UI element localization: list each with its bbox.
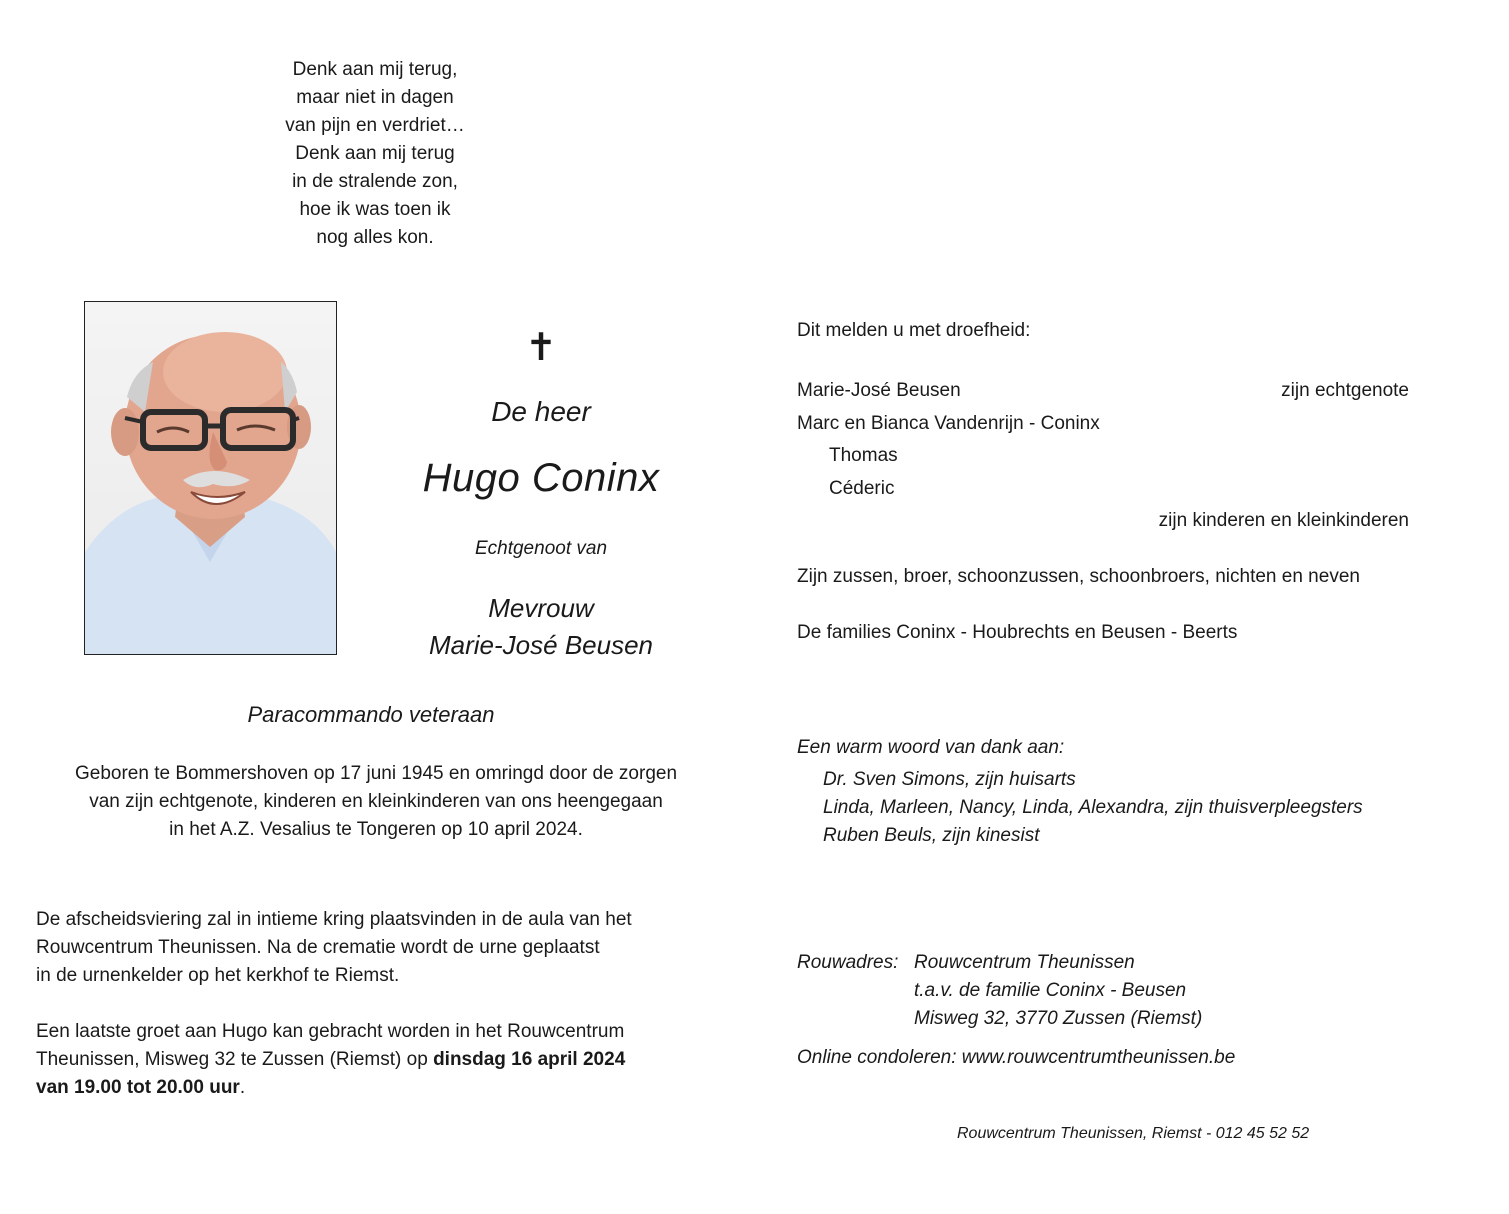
family-children: Marc en Bianca Vandenrijn - Coninx [797, 413, 1100, 434]
thanks-item: Ruben Beuls, zijn kinesist [823, 825, 1040, 846]
poem-line: van pijn en verdriet… [285, 115, 465, 136]
address-line: t.a.v. de familie Coninx - Beusen [914, 980, 1187, 1001]
thanks-list [823, 766, 1363, 850]
spouse-title: Mevrouw [488, 593, 594, 623]
family-grandchild: Thomas [829, 445, 898, 466]
visitation-time: van 19.00 tot 20.00 uur [36, 1077, 240, 1098]
poem-line: nog alles kon. [316, 227, 434, 248]
thanks-title: Een warm woord van dank aan: [797, 737, 1065, 758]
address-line: Rouwcentrum Theunissen [914, 952, 1135, 973]
family-grandchild: Céderic [829, 478, 895, 499]
visitation-line [36, 1046, 716, 1074]
birth-line: in het A.Z. Vesalius te Tongeren op 10 april 2024. [169, 819, 583, 840]
portrait-illustration [85, 302, 336, 654]
cross-icon: ✝ [525, 327, 557, 369]
address-lines [914, 949, 1202, 1033]
thanks-item: Dr. Sven Simons, zijn huisarts [823, 769, 1076, 790]
family-spouse-relation: zijn echtgenote [1281, 380, 1409, 401]
family-row-spouse [797, 380, 1409, 402]
address-line: Misweg 32, 3770 Zussen (Riemst) [914, 1008, 1203, 1029]
spouse-block [341, 590, 741, 664]
portrait-photo [84, 301, 337, 655]
deceased-name: Hugo Coninx [422, 456, 660, 500]
poem-line: in de stralende zon, [292, 171, 458, 192]
ceremony-info [36, 906, 716, 990]
address-label: Rouwadres: [797, 952, 899, 973]
poem-line: Denk aan mij terug [295, 143, 455, 164]
spouse-name: Marie-José Beusen [429, 630, 653, 660]
ceremony-line: in de urnenkelder op het kerkhof te Riemst. [36, 965, 400, 986]
announcement-intro: Dit melden u met droefheid: [797, 320, 1031, 341]
poem-line: Denk aan mij terug, [292, 59, 458, 80]
visitation-line: Een laatste groet aan Hugo kan gebracht worden in het Rouwcentrum [36, 1021, 625, 1042]
poem-line: maar niet in dagen [296, 87, 454, 108]
visitation-line [36, 1074, 716, 1102]
family-siblings: Zijn zussen, broer, schoonzussen, schoonbroers, nichten en neven [797, 566, 1360, 587]
veteran-note: Paracommando veteraan [247, 702, 495, 727]
online-condolence: Online condoleren: www.rouwcentrumtheunissen.be [797, 1047, 1236, 1068]
family-spouse-name: Marie-José Beusen [797, 380, 961, 401]
visitation-text: Theunissen, Misweg 32 te Zussen (Riemst) op [36, 1049, 434, 1070]
family-families: De families Coninx - Houbrechts en Beusen - Beerts [797, 622, 1238, 643]
birth-line: van zijn echtgenote, kinderen en kleinkinderen van ons heengegaan [89, 791, 663, 812]
poem-line: hoe ik was toen ik [299, 199, 451, 220]
visitation-period: . [239, 1077, 246, 1098]
visitation-info [36, 1018, 716, 1102]
family-children-relation: zijn kinderen en kleinkinderen [1158, 510, 1409, 531]
birth-line: Geboren te Bommershoven op 17 juni 1945 en omringd door de zorgen [74, 763, 678, 784]
thanks-item: Linda, Marleen, Nancy, Linda, Alexandra, zijn thuisverpleegsters [823, 797, 1363, 818]
visitation-date: dinsdag 16 april 2024 [433, 1049, 626, 1070]
poem [230, 56, 520, 252]
ceremony-line: Rouwcentrum Theunissen. Na de crematie wordt de urne geplaatst [36, 937, 600, 958]
ceremony-line: De afscheidsviering zal in intieme kring plaatsvinden in de aula van het [36, 909, 632, 930]
birth-death-info [26, 760, 726, 844]
spouse-intro: Echtgenoot van [474, 538, 608, 559]
footer-credit: Rouwcentrum Theunissen, Riemst - 012 45 52 52 [957, 1125, 1310, 1142]
honorific: De heer [491, 396, 591, 427]
